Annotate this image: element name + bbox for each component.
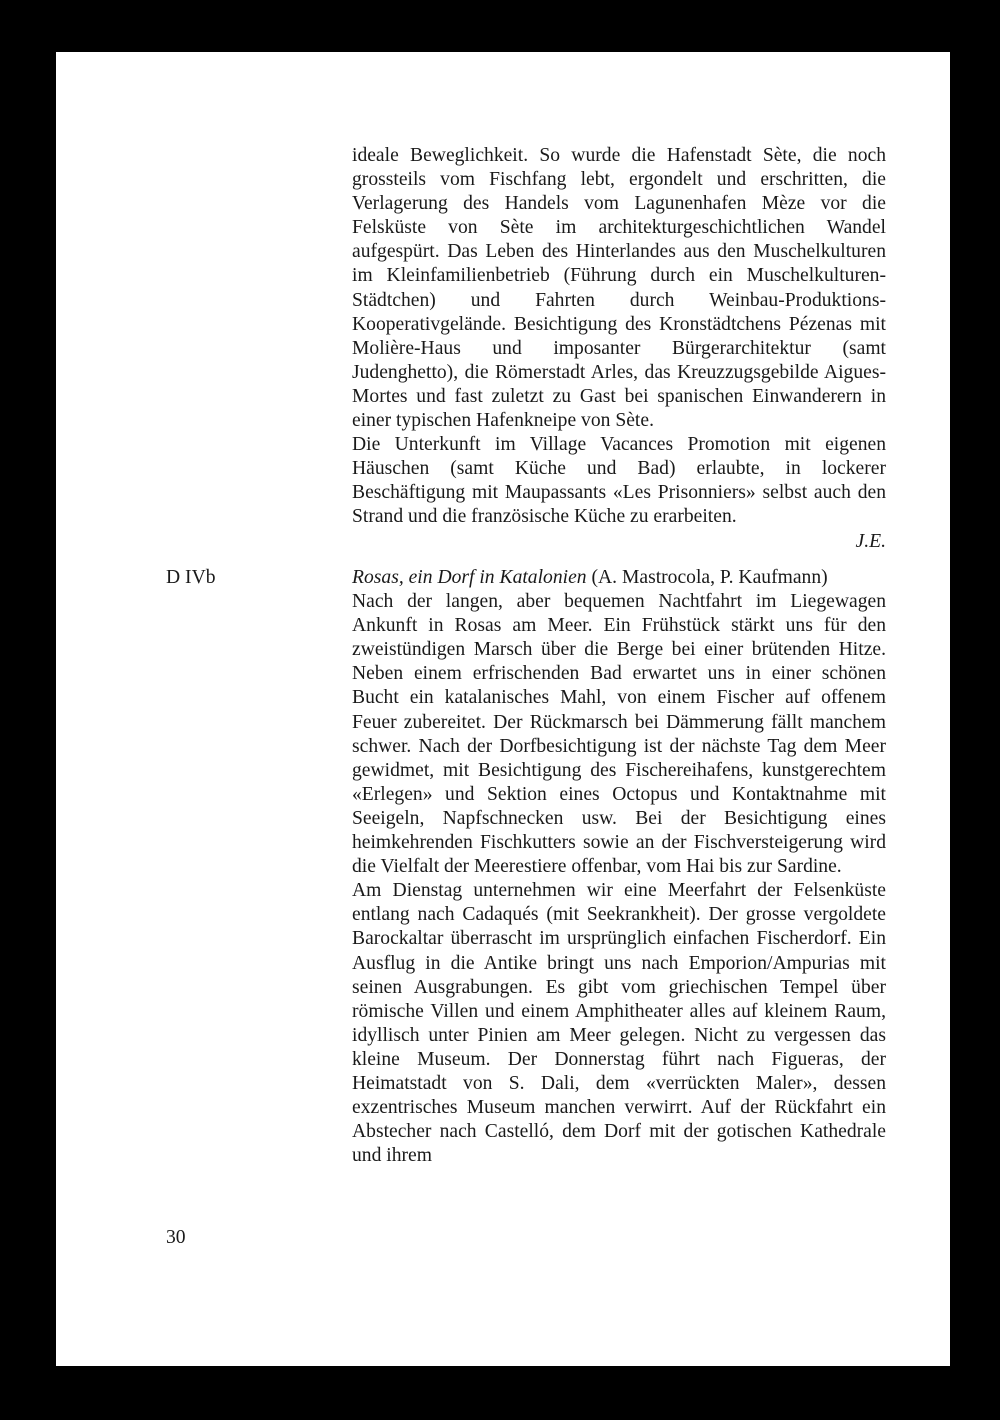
paragraph: Die Unterkunft im Village Vacances Promotion mit eigenen Häuschen (samt Küche und Bad) erlaubte, in lockerer Beschäftigung mit Maupassants «Les Prisonniers» selbst auch den Strand und die französische Küche zu erarbeiten.	[352, 434, 886, 528]
section-text	[352, 566, 886, 1168]
author-initials: J.E.	[855, 530, 886, 552]
paragraph: ideale Beweglichkeit. So wurde die Hafenstadt Sète, die noch grossteils vom Fischfang lebt, ergondelt und erschritten, die Verlagerung des Handels vom Lagunenhafen Mèze vor die Felsküste von Sète im architekturgeschichtlichen Wandel aufgespürt. Das Leben des Hinterlandes aus den Muschelkulturen im Kleinfamilienbetrieb (Führung durch ein Muschelkulturen-Städtchen) und Fahrten durch Weinbau-Produktions-Kooperativgelände. Besichtigung des Kronstädtchens Pézenas mit Molière-Haus und imposanter Bürgerarchitektur (samt Judenghetto), die Römerstadt Arles, das Kreuzzugsgebilde Aigues-Mortes und fast zuletzt zu Gast bei spanischen Einwanderern in einer typischen Hafenkneipe von Sète.	[352, 145, 886, 432]
section-title: Rosas, ein Dorf in Katalonien	[352, 567, 587, 588]
section-heading	[352, 566, 886, 590]
paragraph: Am Dienstag unternehmen wir eine Meerfahrt der Felsenküste entlang nach Cadaqués (mit Seekrankheit). Der grosse vergoldete Barockaltar überrascht im ursprünglich einfachen Fischerdorf. Ein Ausflug in die Antike bringt uns nach Emporion/Ampurias mit seinen Ausgrabungen. Es gibt vom griechischen Tempel über römische Villen und einem Amphitheater alles auf kleinem Raum, idyllisch unter Pinien am Meer gelegen. Nicht zu vergessen das kleine Museum. Der Donnerstag führt nach Figueras, der Heimatstadt von S. Dali, dem «verrückten Maler», dessen exzentrisches Museum manchen verwirrt. Auf der Rückfahrt ein Abstecher nach Castelló, dem Dorf mit der gotischen Kathedrale und ihrem	[352, 880, 886, 1167]
paragraph: Nach der langen, aber bequemen Nachtfahrt im Liegewagen Ankunft in Rosas am Meer. Ein Frühstück stärkt uns für den zweistündigen Marsch über die Berge bei einer brütenden Hitze. Neben einem erfrischenden Bad erwartet uns in einer schönen Bucht ein katalanisches Mahl, von einem Fischer auf offenem Feuer zubereitet. Der Rückmarsch bei Dämmerung fällt manchem schwer. Nach der Dorfbesichtigung ist der nächste Tag dem Meer gewidmet, mit Besichtigung des Fischereihafens, kunstgerechtem «Erlegen» und Sektion eines Octopus und Kontaktnahme mit Seeigeln, Napfschnecken usw. Bei der Besichtigung eines heimkehrenden Fischkutters sowie an der Fischversteigerung wird die Vielfalt der Meerestiere offenbar, vom Hai bis zur Sardine.	[352, 591, 886, 878]
previous-section-text	[352, 144, 886, 554]
page-number: 30	[166, 1227, 186, 1248]
section-authors: (A. Mastrocola, P. Kaufmann)	[586, 567, 828, 588]
document-page	[56, 52, 950, 1366]
section-label: D IVb	[166, 567, 216, 588]
